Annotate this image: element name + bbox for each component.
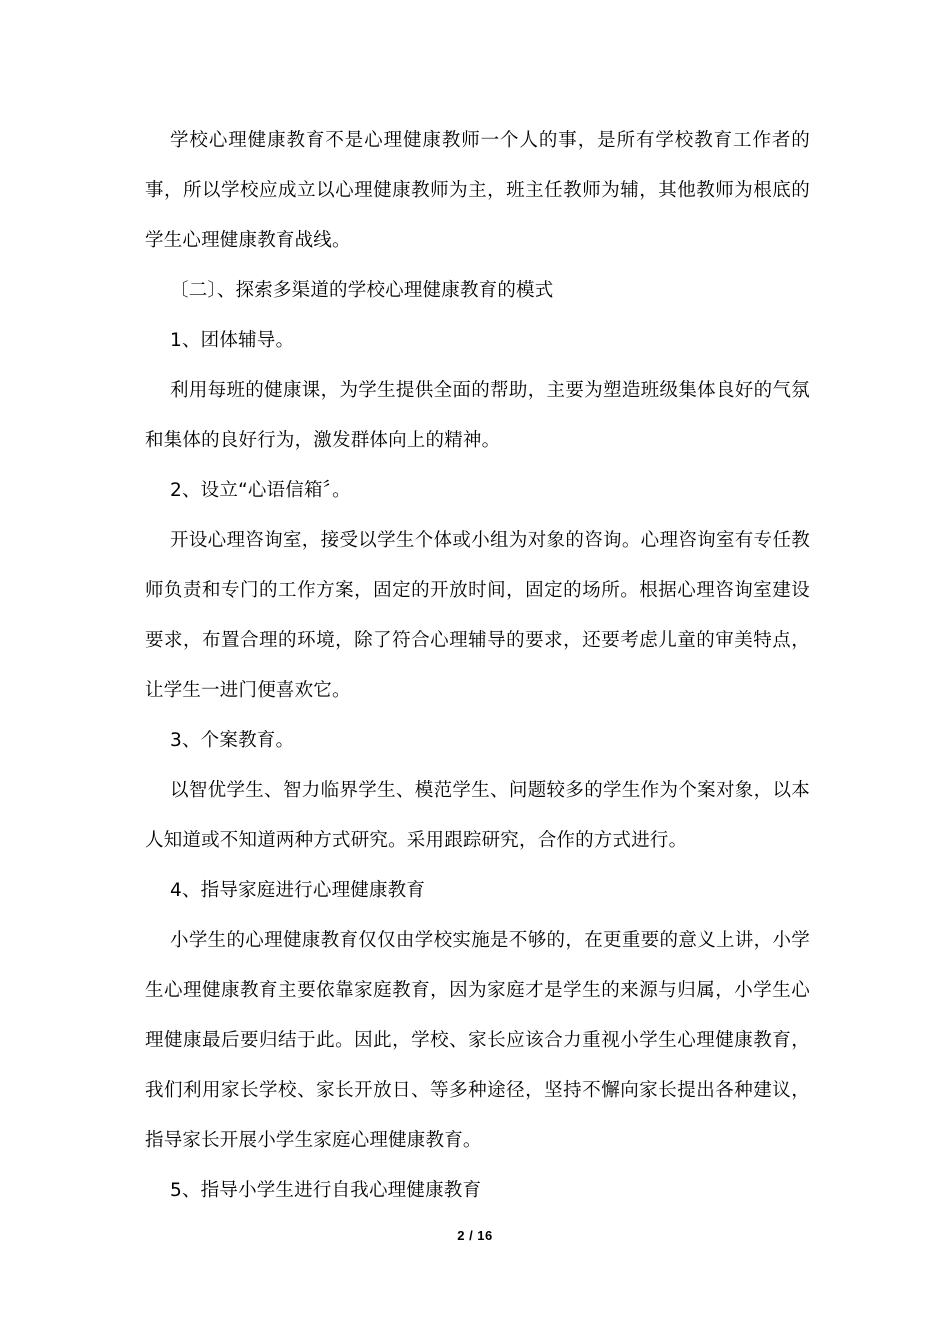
paragraph-item-4: 小学生的心理健康教育仅仅由学校实施是不够的，在更重要的意义上讲，小学生心理健康教育主要依靠家庭教育，因为家庭才是学生的来源与归属，小学生心理健康最后要归结于此。因此，学校、家长应该合力重视小学生心理健康教育，我们利用家长学校、家长开放日、等多种途径，坚持不懈向家长提出各种建议，指导家长开展小学生家庭心理健康教育。 xyxy=(145,930,810,1151)
item-heading-2: 2、设立“心语信箱〞。 xyxy=(170,480,351,501)
page-number: 2 / 16 xyxy=(457,1228,493,1243)
paragraph-item-1: 利用每班的健康课，为学生提供全面的帮助，主要为塑造班级集体良好的气氛和集体的良好行为，激发群体向上的精神。 xyxy=(145,380,810,451)
paragraph-intro: 学校心理健康教育不是心理健康教师一个人的事，是所有学校教育工作者的事，所以学校应成立以心理健康教师为主，班主任教师为辅，其他教师为根底的学生心理健康教育战线。 xyxy=(145,130,810,251)
item-heading-5: 5、指导小学生进行自我心理健康教育 xyxy=(170,1180,482,1201)
document-body xyxy=(145,116,810,1216)
paragraph-item-2: 开设心理咨询室，接受以学生个体或小组为对象的咨询。心理咨询室有专任教师负责和专门的工作方案，固定的开放时间，固定的场所。根据心理咨询室建设要求，布置合理的环境，除了符合心理辅导的要求，还要考虑儿童的审美特点，让学生一进门便喜欢它。 xyxy=(145,530,810,701)
section-heading-2: 〔二〕、探索多渠道的学校心理健康教育的模式 xyxy=(170,280,554,301)
item-heading-3: 3、个案教育。 xyxy=(170,730,295,751)
item-heading-4: 4、指导家庭进行心理健康教育 xyxy=(170,880,426,901)
paragraph-item-3: 以智优学生、智力临界学生、模范学生、问题较多的学生作为个案对象，以本人知道或不知道两种方式研究。采用跟踪研究，合作的方式进行。 xyxy=(145,780,810,851)
item-heading-1: 1、团体辅导。 xyxy=(170,330,295,351)
